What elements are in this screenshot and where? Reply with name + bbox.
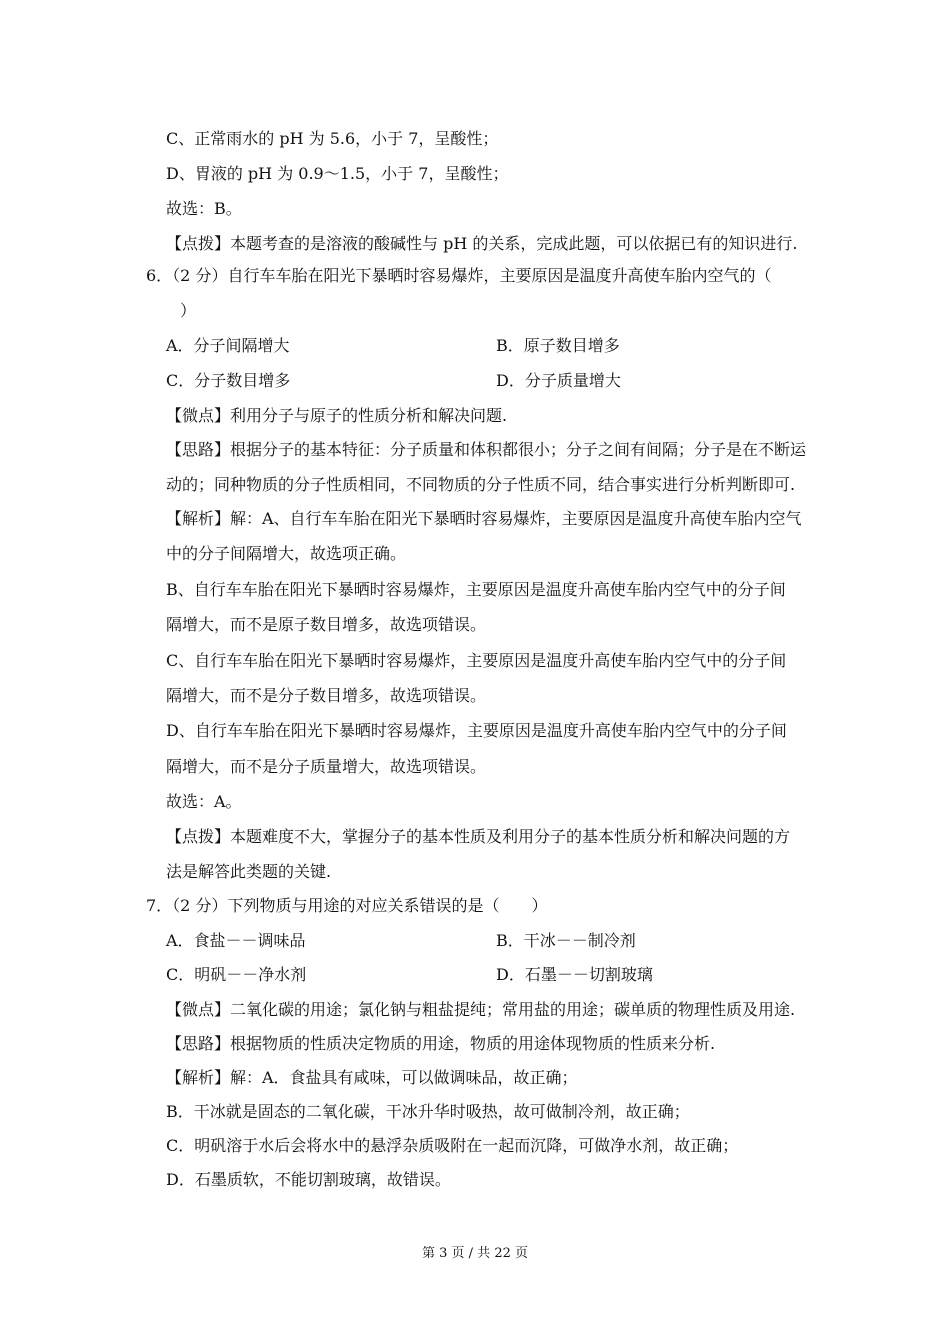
question-7-stem: 7．（2 分）下列物质与用途的对应关系错误的是（ ） bbox=[146, 896, 548, 915]
answer-line: 故选：B。 bbox=[166, 199, 242, 218]
answer-line: D、胃液的 pH 为 0.9～1.5，小于 7，呈酸性； bbox=[166, 164, 509, 183]
knowledge-point: 【微点】利用分子与原子的性质分析和解决问题. bbox=[166, 406, 508, 425]
answer-line: 故选：A。 bbox=[166, 792, 242, 811]
solution-line: 【解析】解：A．食盐具有咸味，可以做调味品，故正确； bbox=[166, 1068, 578, 1087]
option-c: C．明矾－－净水剂 bbox=[166, 965, 307, 984]
answer-line: C、正常雨水的 pH 为 5.6，小于 7，呈酸性； bbox=[166, 129, 499, 148]
solution-line: B、自行车车胎在阳光下暴晒时容易爆炸，主要原因是温度升高使车胎内空气中的分子间 bbox=[166, 580, 786, 599]
option-a: A．分子间隔增大 bbox=[166, 336, 290, 355]
solution-line: 隔增大，而不是原子数目增多，故选项错误。 bbox=[166, 615, 487, 634]
option-b: B．干冰－－制冷剂 bbox=[496, 931, 636, 950]
option-b: B．原子数目增多 bbox=[496, 336, 620, 355]
solution-line: 中的分子间隔增大，故选项正确。 bbox=[166, 544, 407, 563]
remark-line: 法是解答此类题的关键. bbox=[166, 862, 332, 881]
solution-line: C、自行车车胎在阳光下暴晒时容易爆炸，主要原因是温度升高使车胎内空气中的分子间 bbox=[166, 651, 787, 670]
option-c: C．分子数目增多 bbox=[166, 371, 291, 390]
option-d: D．分子质量增大 bbox=[496, 371, 621, 390]
solution-line: 隔增大，而不是分子数目增多，故选项错误。 bbox=[166, 686, 487, 705]
remark-line: 【点拨】本题难度不大，掌握分子的基本性质及利用分子的基本性质分析和解决问题的方 bbox=[166, 827, 791, 846]
solution-line: 隔增大，而不是分子质量增大，故选项错误。 bbox=[166, 757, 487, 776]
solution-line: C．明矾溶于水后会将水中的悬浮杂质吸附在一起而沉降，可做净水剂，故正确； bbox=[166, 1136, 739, 1155]
solution-line: 【解析】解：A、自行车车胎在阳光下暴晒时容易爆炸，主要原因是温度升高使车胎内空气 bbox=[166, 509, 802, 528]
solution-line: D．石墨质软，不能切割玻璃，故错误。 bbox=[166, 1170, 451, 1189]
solution-line: B．干冰就是固态的二氧化碳，干冰升华时吸热，故可做制冷剂，故正确； bbox=[166, 1102, 690, 1121]
remark-line: 【点拨】本题考查的是溶液的酸碱性与 pH 的关系，完成此题，可以依据已有的知识进行. bbox=[166, 234, 798, 253]
knowledge-point: 【微点】二氧化碳的用途；氯化钠与粗盐提纯；常用盐的用途；碳单质的物理性质及用途. bbox=[166, 1000, 796, 1019]
option-d: D．石墨－－切割玻璃 bbox=[496, 965, 653, 984]
page-footer: 第 3 页 / 共 22 页 bbox=[422, 1246, 528, 1261]
solution-line: D、自行车车胎在阳光下暴晒时容易爆炸，主要原因是温度升高使车胎内空气中的分子间 bbox=[166, 721, 787, 740]
question-6-stem: 6．（2 分）自行车车胎在阳光下暴晒时容易爆炸，主要原因是温度升高使车胎内空气的（ bbox=[146, 266, 772, 285]
question-6-stem-cont: ） bbox=[180, 301, 197, 320]
analysis-line: 【思路】根据物质的性质决定物质的用途，物质的用途体现物质的性质来分析. bbox=[166, 1034, 716, 1053]
analysis-line: 动的；同种物质的分子性质相同，不同物质的分子性质不同，结合事实进行分析判断即可. bbox=[166, 475, 796, 494]
option-a: A．食盐－－调味品 bbox=[166, 931, 306, 950]
analysis-line: 【思路】根据分子的基本特征：分子质量和体积都很小；分子之间有间隔；分子是在不断运 bbox=[166, 440, 807, 459]
